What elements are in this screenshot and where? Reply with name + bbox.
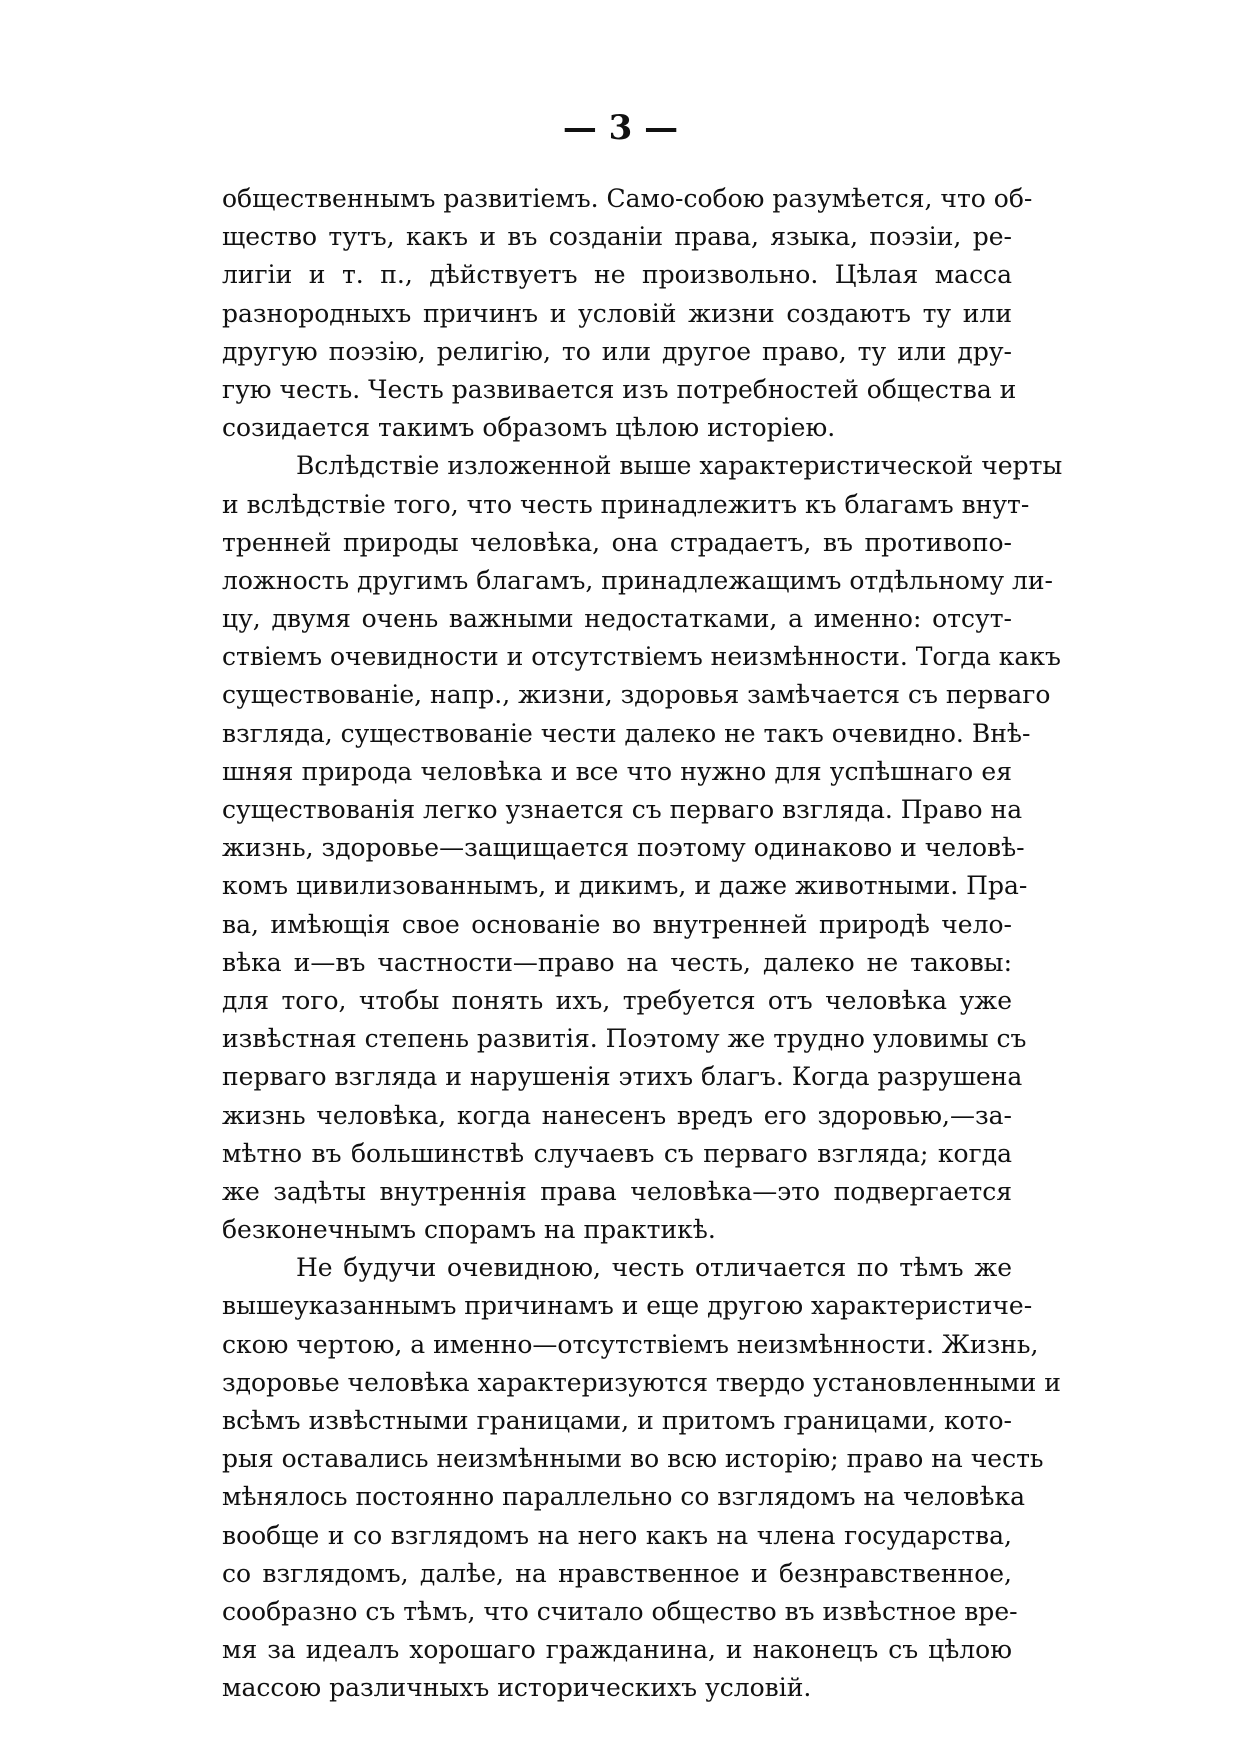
text-line: жизнь, здоровье—защищается поэтому одинаково и человѣ- [222, 833, 1025, 863]
text-line: скою чертою, а именно—отсутствіемъ неизмѣнности. Жизнь, [222, 1329, 1039, 1359]
text-line: перваго взгляда и нарушенія этихъ благъ. Когда разрушена [222, 1062, 1023, 1092]
text-line: вышеуказаннымъ причинамъ и еще другою характеристиче- [222, 1291, 1033, 1321]
text-line: рыя оставались неизмѣнными во всю исторію; право на честь [222, 1444, 1044, 1474]
text-line: со взглядомъ, далѣе, на нравственное и безнравственное, [222, 1558, 1012, 1588]
text-line: сообразно съ тѣмъ, что считало общество въ извѣстное вре- [222, 1596, 1018, 1626]
text-line: мѣнялось постоянно параллельно со взглядомъ на человѣка [222, 1482, 1025, 1512]
text-line: общественнымъ развитіемъ. Само-собою разумѣется, что об- [222, 184, 1033, 213]
text-line: безконечнымъ спорамъ на практикѣ. [222, 1215, 716, 1245]
text-line: разнородныхъ причинъ и условій жизни создаютъ ту или [222, 298, 1012, 328]
text-line: лигіи и т. п., дѣйствуетъ не произвольно. Цѣлая масса [222, 260, 1012, 290]
page-number: — 3 — [562, 108, 679, 148]
text-line: ва, имѣющія свое основаніе во внутренней природѣ чело- [222, 909, 1012, 939]
text-line: комъ цивилизованнымъ, и дикимъ, и даже животными. Пра- [222, 871, 1028, 901]
text-line: для того, чтобы понять ихъ, требуется отъ человѣка уже [222, 985, 1012, 1015]
text-line: всѣмъ извѣстными границами, и притомъ границами, кото- [222, 1406, 1012, 1435]
text-line: другую поэзію, религію, то или другое право, ту или дру- [222, 336, 1012, 366]
text-line: жизнь человѣка, когда нанесенъ вредъ его здоровью,—за- [222, 1100, 1012, 1130]
text-line: вообще и со взглядомъ на него какъ на члена государства, [222, 1520, 1012, 1550]
text-line: и вслѣдствіе того, что честь принадлежитъ къ благамъ внут- [222, 489, 1030, 519]
text-line: существованіе, напр., жизни, здоровья замѣчается съ перваго [222, 680, 1051, 710]
text-line: мѣтно въ большинствѣ случаевъ съ перваго взгляда; когда [222, 1138, 1012, 1168]
text-line: существованія легко узнается съ перваго взгляда. Право на [222, 795, 1023, 824]
text-line: ложность другимъ благамъ, принадлежащимъ отдѣльному ли- [222, 565, 1054, 595]
text-line: шняя природа человѣка и все что нужно для успѣшнаго ея [222, 756, 1012, 786]
text-line: ствіемъ очевидности и отсутствіемъ неизмѣнности. Тогда какъ [222, 642, 1061, 672]
text-line: созидается такимъ образомъ цѣлою исторіею. [222, 413, 836, 443]
text-line: гую честь. Честь развивается изъ потребностей общества и [222, 374, 1017, 404]
text-line: Не будучи очевидною, честь отличается по тѣмъ же [296, 1253, 1012, 1283]
text-line: массою различныхъ историческихъ условій. [222, 1673, 812, 1703]
text-line: здоровье человѣка характеризуются твердо установленными и [222, 1367, 1061, 1397]
text-line: тренней природы человѣка, она страдаетъ, въ противопо- [222, 527, 1012, 557]
text-line: извѣстная степень развитія. Поэтому же трудно уловимы съ [222, 1024, 1027, 1054]
text-line: Вслѣдствіе изложенной выше характеристической черты [296, 451, 1063, 481]
text-line: вѣка и—въ частности—право на честь, далеко не таковы: [222, 947, 1012, 977]
text-line: взгляда, существованіе чести далеко не такъ очевидно. Внѣ- [222, 718, 1031, 748]
text-line: же задѣты внутреннія права человѣка—это подвергается [222, 1176, 1012, 1206]
text-line: мя за идеалъ хорошаго гражданина, и наконецъ съ цѣлою [222, 1635, 1012, 1665]
text-body [222, 180, 1063, 1708]
text-line: щество тутъ, какъ и въ созданіи права, языка, поэзіи, ре- [222, 222, 1012, 252]
text-line: цу, двумя очень важными недостатками, а именно: отсут- [222, 604, 1012, 634]
